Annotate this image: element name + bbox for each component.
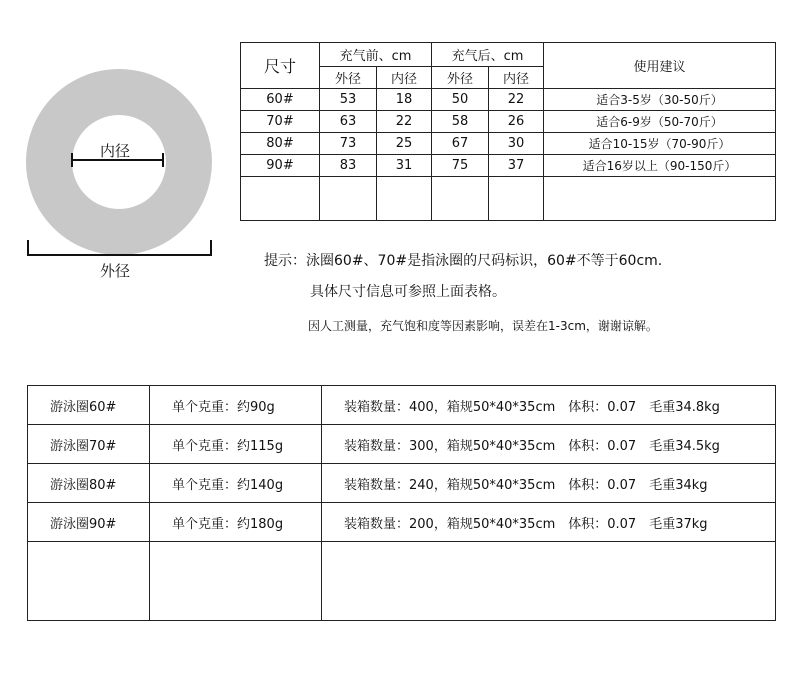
packing-table	[27, 385, 776, 621]
cell-name: 游泳圈70#	[28, 425, 150, 464]
packing-row	[28, 386, 776, 425]
packing-row	[28, 503, 776, 542]
cell-weight: 单个克重：约90g	[150, 386, 322, 425]
cell-b_in: 22	[377, 111, 432, 133]
note-line-3: 因人工测量，充气饱和度等因素影响，误差在1-3cm，谢谢谅解。	[308, 319, 658, 333]
header-after: 充气后、cm	[432, 43, 544, 67]
cell-packing: 装箱数量：300，箱规50*40*35cm 体积：0.07 毛重34.5kg	[322, 425, 776, 464]
packing-row	[28, 425, 776, 464]
cell-advice: 适合10-15岁（70-90斤）	[544, 133, 776, 155]
cell-a_in: 22	[489, 89, 544, 111]
cell-b_in: 18	[377, 89, 432, 111]
cell-b_out: 63	[320, 111, 377, 133]
header-inner: 内径	[489, 67, 544, 89]
header-inner: 内径	[377, 67, 432, 89]
packing-row	[28, 464, 776, 503]
size-table	[240, 42, 776, 221]
cell-packing: 装箱数量：200，箱规50*40*35cm 体积：0.07 毛重37kg	[322, 503, 776, 542]
cell-a_in: 37	[489, 155, 544, 177]
empty-row	[241, 177, 776, 221]
cell-a_out: 75	[432, 155, 489, 177]
cell-a_out: 50	[432, 89, 489, 111]
cell-a_out: 58	[432, 111, 489, 133]
cell-packing: 装箱数量：400，箱规50*40*35cm 体积：0.07 毛重34.8kg	[322, 386, 776, 425]
cell-b_in: 31	[377, 155, 432, 177]
header-size: 尺寸	[241, 43, 320, 89]
note-line-2: 具体尺寸信息可参照上面表格。	[310, 284, 506, 300]
cell-advice: 适合3-5岁（30-50斤）	[544, 89, 776, 111]
note-line-1: 提示：泳圈60#、70#是指泳圈的尺码标识，60#不等于60cm.	[264, 253, 663, 269]
ring-hole	[72, 115, 166, 209]
header-outer: 外径	[320, 67, 377, 89]
cell-b_out: 73	[320, 133, 377, 155]
cell-packing: 装箱数量：240，箱规50*40*35cm 体积：0.07 毛重34kg	[322, 464, 776, 503]
cell-b_out: 83	[320, 155, 377, 177]
cell-a_in: 26	[489, 111, 544, 133]
header-outer: 外径	[432, 67, 489, 89]
size-row	[241, 133, 776, 155]
header-advice: 使用建议	[544, 43, 776, 89]
cell-weight: 单个克重：约180g	[150, 503, 322, 542]
size-row	[241, 155, 776, 177]
cell-b_out: 53	[320, 89, 377, 111]
cell-b_in: 25	[377, 133, 432, 155]
cell-size: 80#	[241, 133, 320, 155]
empty-row	[28, 542, 776, 621]
header-before: 充气前、cm	[320, 43, 432, 67]
cell-size: 60#	[241, 89, 320, 111]
inner-diameter-label: 内径	[100, 142, 131, 160]
cell-name: 游泳圈80#	[28, 464, 150, 503]
cell-a_in: 30	[489, 133, 544, 155]
size-row	[241, 89, 776, 111]
size-row	[241, 111, 776, 133]
cell-name: 游泳圈60#	[28, 386, 150, 425]
cell-a_out: 67	[432, 133, 489, 155]
cell-weight: 单个克重：约115g	[150, 425, 322, 464]
cell-size: 90#	[241, 155, 320, 177]
outer-diameter-label: 外径	[100, 262, 131, 280]
cell-advice: 适合6-9岁（50-70斤）	[544, 111, 776, 133]
cell-name: 游泳圈90#	[28, 503, 150, 542]
cell-advice: 适合16岁以上（90-150斤）	[544, 155, 776, 177]
cell-size: 70#	[241, 111, 320, 133]
cell-weight: 单个克重：约140g	[150, 464, 322, 503]
